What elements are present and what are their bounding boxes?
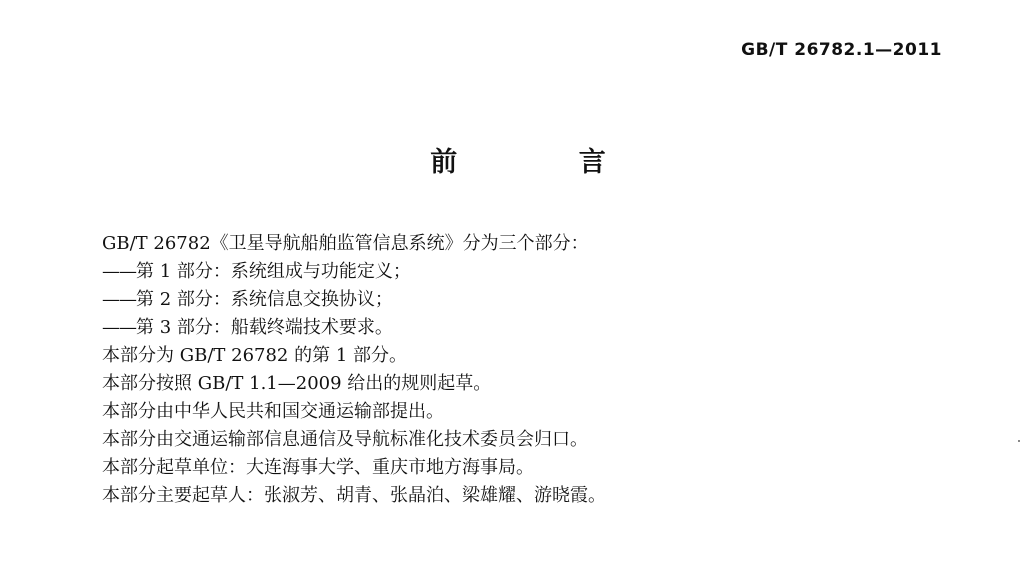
paragraph-drafters: 本部分主要起草人：张淑芳、胡青、张晶泊、梁雄耀、游晓霞。: [102, 485, 606, 506]
paragraph-drafting-rules: 本部分按照 GB/T 1.1—2009 给出的规则起草。: [102, 373, 492, 394]
list-item-part-1: —— 第 1 部分：系统组成与功能定义；: [102, 258, 962, 286]
intro-paragraph: GB/T 26782《卫星导航船舶监管信息系统》分为三个部分：: [102, 233, 589, 254]
paragraph-part-statement: 本部分为 GB/T 26782 的第 1 部分。: [102, 345, 407, 366]
scan-speck: [1018, 440, 1020, 442]
paragraph-committee: 本部分由交通运输部信息通信及导航标准化技术委员会归口。: [102, 429, 588, 450]
standard-code: GB/T 26782.1—2011: [741, 40, 942, 60]
list-item-part-3: —— 第 3 部分：船载终端技术要求。: [102, 314, 962, 342]
page-title: 前 言: [430, 147, 662, 178]
list-item-part-2: —— 第 2 部分：系统信息交换协议；: [102, 286, 962, 314]
paragraph-proposer: 本部分由中华人民共和国交通运输部提出。: [102, 401, 444, 422]
paragraph-drafting-units: 本部分起草单位：大连海事大学、重庆市地方海事局。: [102, 457, 534, 478]
preface-body: [102, 230, 962, 510]
